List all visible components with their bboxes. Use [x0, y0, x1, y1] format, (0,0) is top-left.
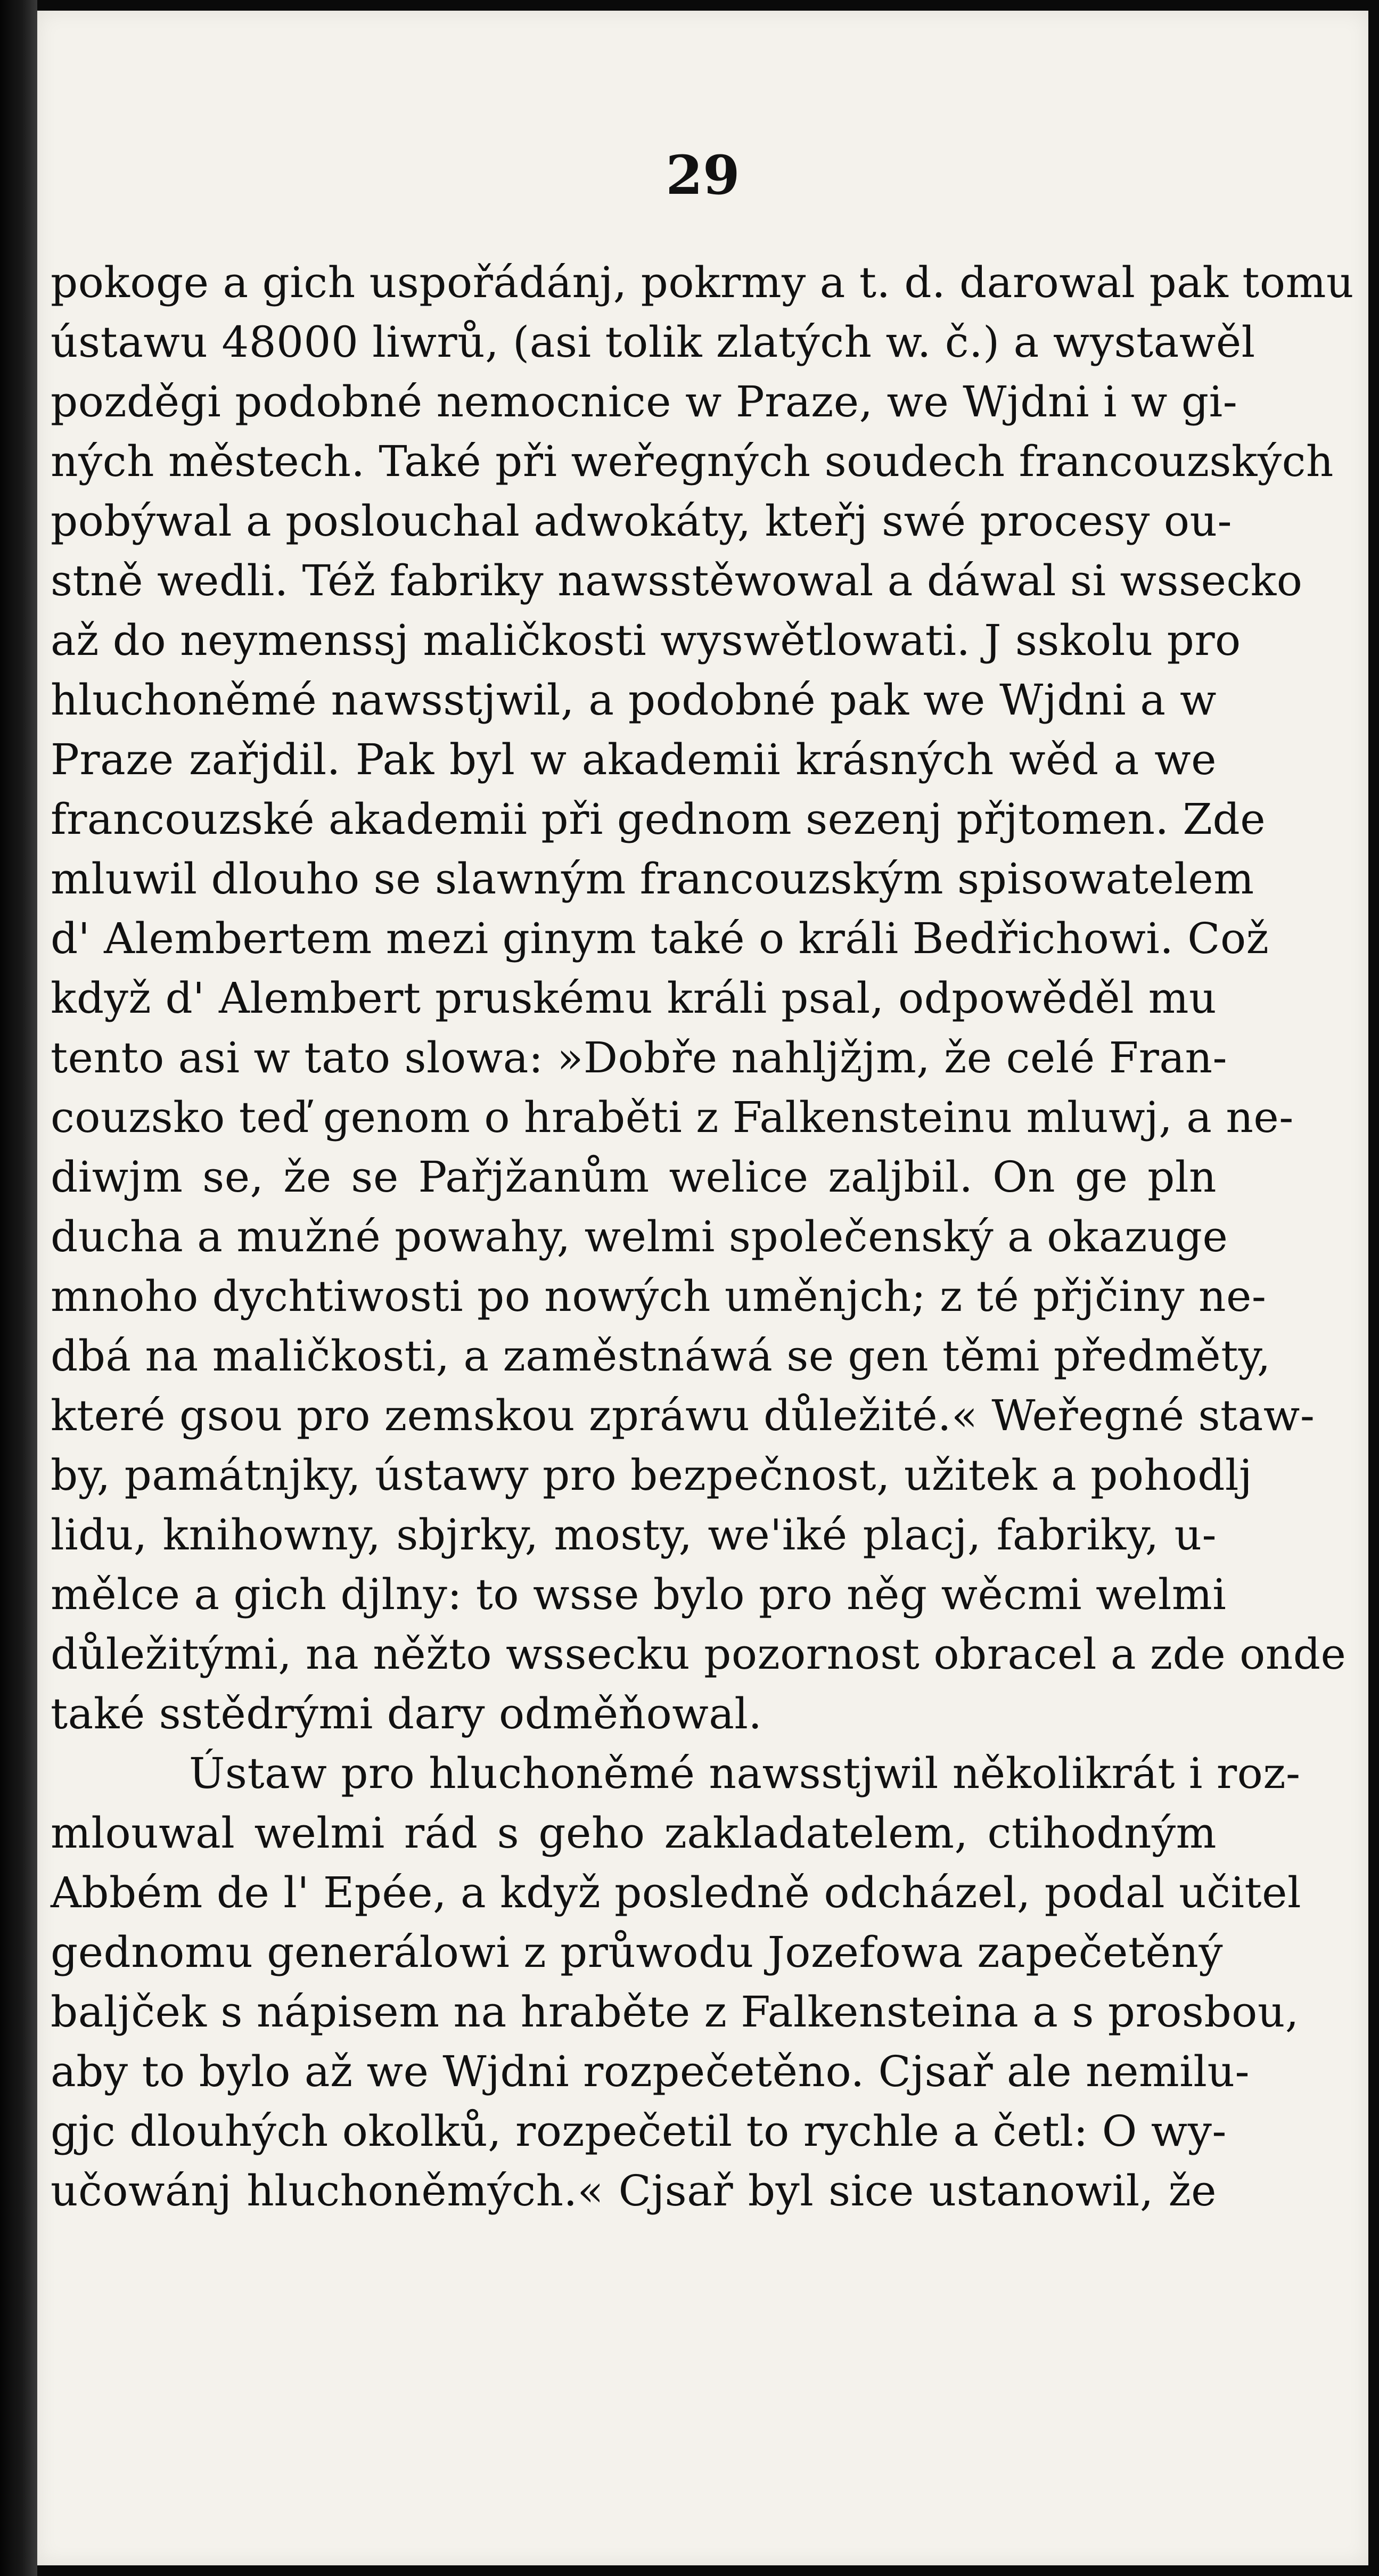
- text-line: baljček s nápisem na hraběte z Falkensteina a s prosbou,: [51, 1987, 1299, 2037]
- text-line: Praze zařjdil. Pak byl w akademii krásných wěd a we: [51, 735, 1217, 784]
- text-line: které gsou pro zemskou zpráwu důležité.« Weřegné staw-: [51, 1391, 1315, 1440]
- text-line: dbá na maličkosti, a zaměstnáwá se gen těmi předměty,: [51, 1331, 1271, 1381]
- text-line: by, památnjky, ústawy pro bezpečnost, užitek a pohodlj: [51, 1450, 1253, 1500]
- text-line: mělce a gich djlny: to wsse bylo pro něg wěcmi welmi: [51, 1570, 1227, 1619]
- paragraph-end-line: také sstědrými dary odměňowal.: [51, 1689, 762, 1738]
- text-line: gednomu generálowi z průwodu Jozefowa zapečetěný: [51, 1927, 1224, 1977]
- text-line: d' Alembertem mezi ginym také o králi Bedřichowi. Což: [51, 914, 1269, 963]
- book-page: [37, 11, 1368, 2565]
- text-line: lidu, knihowny, sbjrky, mosty, we'iké placj, fabriky, u-: [51, 1510, 1217, 1560]
- page-body-text: [51, 253, 1354, 2221]
- text-line: když d' Alembert pruskému králi psal, odpowěděl mu: [51, 973, 1217, 1023]
- text-line: mlouwal welmi rád s geho zakladatelem, ctihodným: [51, 1808, 1217, 1858]
- text-line: tento asi w tato slowa: »Dobře nahljžjm, že celé Fran-: [51, 1033, 1228, 1082]
- text-line: ných městech. Také při weřegných soudech francouzských: [51, 437, 1334, 486]
- text-line: diwjm se, že se Pařjžanům welice zaljbil. On ge pln: [51, 1152, 1217, 1202]
- text-line: až do neymenssj maličkosti wyswětlowati. J sskolu pro: [51, 616, 1241, 665]
- text-line: couzsko teď genom o hraběti z Falkensteinu mluwj, a ne-: [51, 1093, 1294, 1142]
- text-line: důležitými, na něžto wssecku pozornost obracel a zde onde: [51, 1629, 1347, 1679]
- text-line: aby to bylo až we Wjdni rozpečetěno. Cjsař ale nemilu-: [51, 2047, 1250, 2096]
- text-line: ducha a mužné powahy, welmi společenský a okazuge: [51, 1212, 1228, 1261]
- text-line: francouzské akademii při gednom sezenj přjtomen. Zde: [51, 794, 1266, 844]
- text-line: pozděgi podobné nemocnice w Praze, we Wjdni i w gi-: [51, 377, 1238, 426]
- text-line: Abbém de l' Epée, a když posledně odcházel, podal učitel: [51, 1868, 1302, 1917]
- text-line: mluwil dlouho se slawným francouzským spisowatelem: [51, 854, 1254, 904]
- text-line: učowánj hluchoněmých.« Cjsař byl sice ustanowil, že: [51, 2166, 1217, 2216]
- text-line: gjc dlouhých okolků, rozpečetil to rychle a četl: O wy-: [51, 2106, 1227, 2156]
- scan-binding-edge: [0, 0, 37, 2576]
- text-line: pokoge a gich uspořádánj, pokrmy a t. d. darowal pak tomu: [51, 258, 1354, 307]
- page-number: 29: [666, 144, 740, 207]
- text-line: stně wedli. Též fabriky nawsstěwowal a dáwal si wssecko: [51, 556, 1303, 605]
- text-line: pobýwal a poslouchal adwokáty, kteřj swé procesy ou-: [51, 496, 1233, 546]
- paragraph-start-line: Ústaw pro hluchoněmé nawsstjwil několikrát i roz-: [189, 1749, 1301, 1798]
- text-line: ústawu 48000 liwrů, (asi tolik zlatých w. č.) a wystawěl: [51, 317, 1255, 367]
- text-line: hluchoněmé nawsstjwil, a podobné pak we Wjdni a w: [51, 675, 1217, 725]
- text-line: mnoho dychtiwosti po nowých uměnjch; z té přjčiny ne-: [51, 1271, 1267, 1321]
